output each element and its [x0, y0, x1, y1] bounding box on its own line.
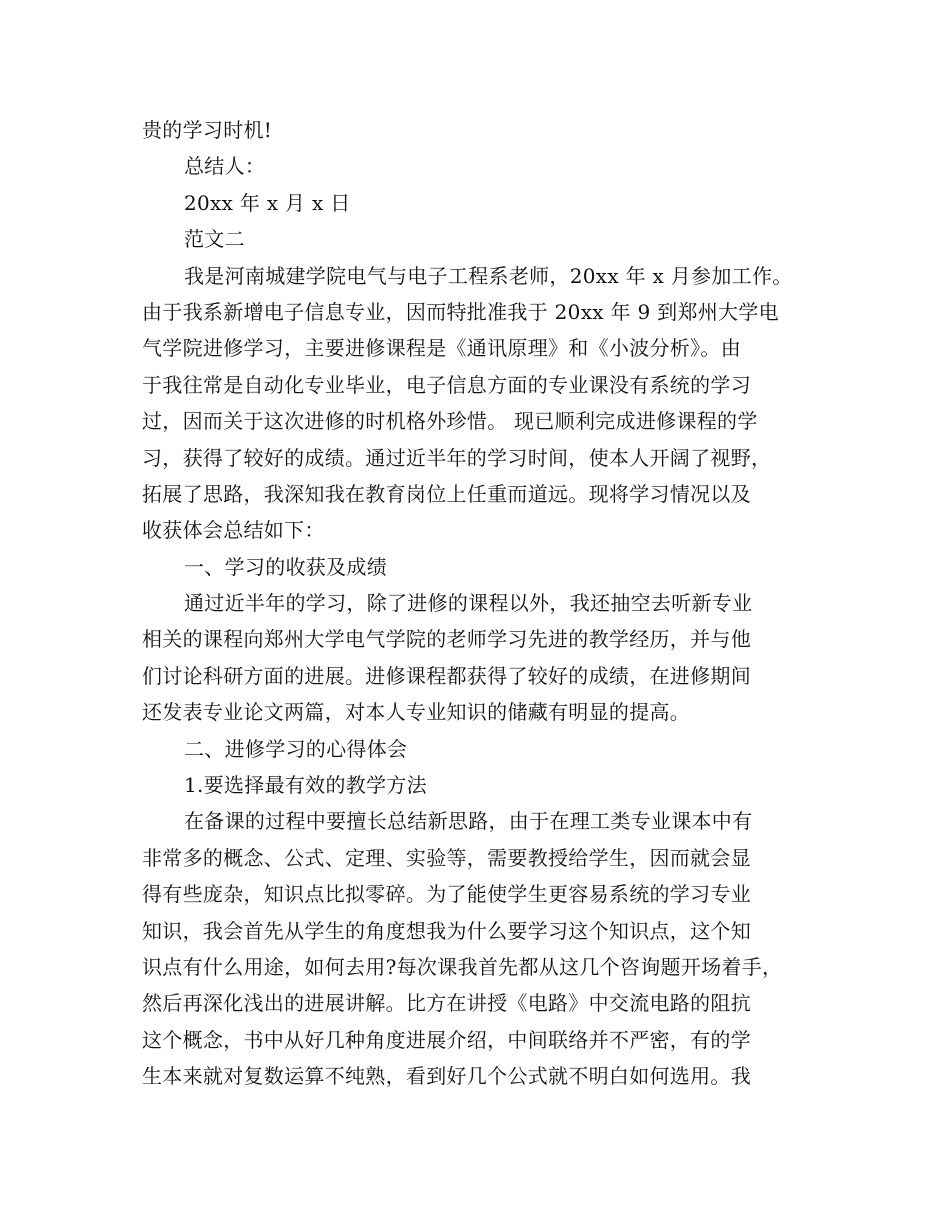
- text-line: 在备课的过程中要擅长总结新思路，由于在理工类专业课本中有: [184, 809, 753, 834]
- text-line: 于我往常是自动化专业毕业，电子信息方面的专业课没有系统的学习: [142, 372, 751, 397]
- text-line: 知识，我会首先从学生的角度想我为什么要学习这个知识点，这个知: [142, 918, 751, 943]
- text-line: 非常多的概念、公式、定理、实验等，需要教授给学生，因而就会显: [142, 845, 751, 870]
- section-heading: 二、进修学习的心得体会: [184, 736, 408, 761]
- subsection-heading: 1.要选择最有效的教学方法: [184, 773, 427, 798]
- text-line: 这个概念，书中从好几种角度进展介绍，中间联络并不严密，有的学: [142, 1027, 751, 1052]
- text-line: 由于我系新增电子信息专业，因而特批准我于 20xx 年 9 到郑州大学电: [142, 299, 779, 324]
- text-line: 我是河南城建学院电气与电子工程系老师，20xx 年 x 月参加工作。: [184, 263, 793, 288]
- text-line: 过，因而关于这次进修的时机格外珍惜。 现已顺利完成进修课程的学: [142, 409, 758, 434]
- document-body: [142, 112, 812, 1095]
- section-heading: 一、学习的收获及成绩: [184, 554, 387, 579]
- text-line: 得有些庞杂，知识点比拟零碎。为了能使学生更容易系统的学习专业: [142, 882, 751, 907]
- date-line: 20xx 年 x 月 x 日: [184, 190, 351, 215]
- text-line: 气学院进修学习，主要进修课程是《通讯原理》和《小波分析》。由: [142, 336, 741, 361]
- text-line: 收获体会总结如下：: [142, 518, 325, 543]
- text-line: 贵的学习时机!: [142, 118, 273, 142]
- text-line: 拓展了思路，我深知我在教育岗位上任重而道远。现将学习情况以及: [142, 481, 751, 506]
- text-line: 们讨论科研方面的进展。进修课程都获得了较好的成绩，在进修期间: [142, 663, 751, 688]
- section-title: 范文二: [184, 227, 245, 252]
- text-line: 还发表专业论文两篇，对本人专业知识的储藏有明显的提高。: [142, 700, 691, 725]
- text-line: 然后再深化浅出的进展讲解。比方在讲授《电路》中交流电路的阻抗: [142, 991, 751, 1016]
- text-line: 识点有什么用途，如何去用?每次课我首先都从这几个咨询题开场着手，: [142, 954, 783, 979]
- text-line: 习，获得了较好的成绩。通过近半年的学习时间，使本人开阔了视野，: [142, 445, 772, 470]
- signature-label: 总结人：: [184, 154, 266, 179]
- text-line: 通过近半年的学习，除了进修的课程以外，我还抽空去听新专业: [184, 591, 753, 616]
- text-line: 生本来就对复数运算不纯熟，看到好几个公式就不明白如何选用。我: [142, 1064, 751, 1089]
- text-line: 相关的课程向郑州大学电气学院的老师学习先进的教学经历，并与他: [142, 627, 751, 652]
